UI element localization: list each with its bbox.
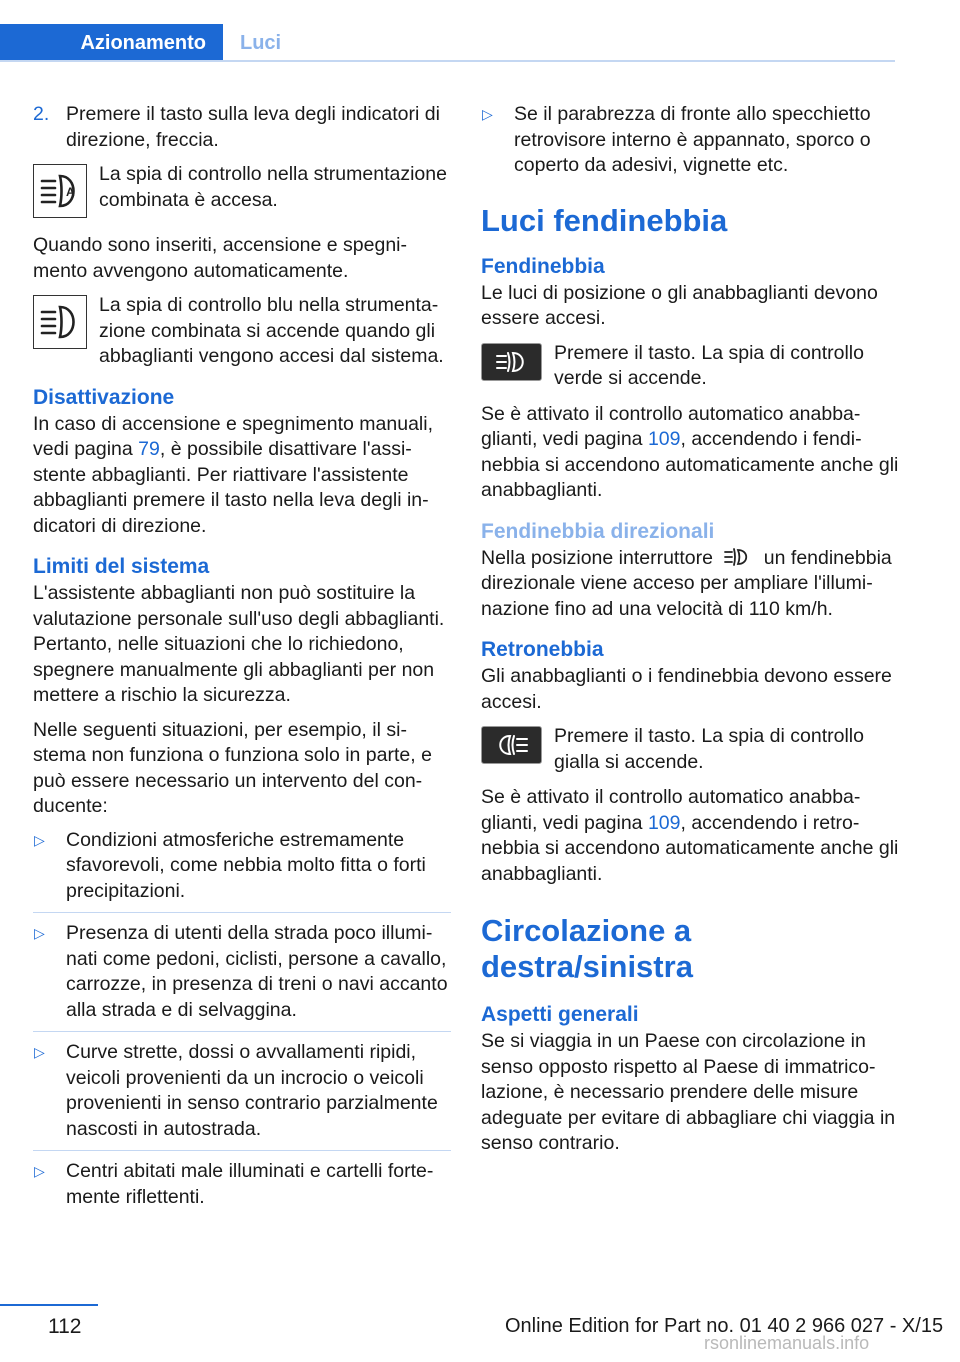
- left-column: [33, 102, 451, 1218]
- aspetti-paragraph: Se si viaggia in un Paese con circolazione in senso opposto rispetto al Paese di immatricolazione, è necessario prendere delle misure adeguate per evitare di abbagliare chi viaggia in senso contrario.: [481, 1030, 896, 1154]
- step-text: Premere il tasto sulla leva degli indicatori di direzione, freccia.: [66, 103, 440, 151]
- page-link-79[interactable]: 79: [138, 438, 160, 460]
- fendinebbia-auto-paragraph: Se è attivato il controllo automatico anabbaglianti, vedi pagina 109, accendendo i fendinebbia si accendono automaticamente anche gli anabbaglianti.: [481, 402, 899, 501]
- step-number: 2.: [33, 103, 50, 125]
- page-number: 112: [48, 1315, 82, 1338]
- high-beam-assist-icon: [33, 164, 87, 218]
- triangle-bullet-icon: ▷: [34, 831, 45, 848]
- step-2: [33, 102, 451, 153]
- direzionali-paragraph: Nella posizione interruttore un fendinebbia direzionale viene acceso per ampliare l'illuminazione fino ad una velocità di 110 km/h.: [481, 546, 892, 620]
- retronebbia-auto-paragraph: Se è attivato il controllo automatico anabbaglianti, vedi pagina 109, accendendo i retronebbia si accendono automaticamente anche gli anabbaglianti.: [481, 786, 899, 885]
- triangle-bullet-icon: ▷: [34, 1163, 45, 1179]
- cornering-fog-icon: [718, 547, 758, 567]
- page-link-109[interactable]: 109: [647, 811, 681, 834]
- svg-text:A: A: [66, 185, 75, 199]
- edition-line: Online Edition for Part no. 01 40 2 966 027 - X/15: [505, 1315, 944, 1337]
- page-header: [0, 0, 895, 62]
- indicator-note-text: La spia di controllo nella strumentazione combinata è accesa.: [99, 163, 447, 211]
- header-divider: [0, 60, 895, 62]
- rear-fog-note-text: Premere il tasto. La spia di controllo gialla si accende.: [554, 725, 864, 773]
- high-beam-assist-indicator-note: [33, 162, 451, 224]
- heading-fendinebbia: Fendinebbia: [481, 254, 605, 278]
- watermark: rsonlinemanuals.info: [704, 1333, 870, 1353]
- section-tab-luci[interactable]: Luci: [240, 31, 282, 54]
- blue-indicator-text: La spia di controllo blu nella strumentazione combinata si accende quando gli abbaglianti vengono accesi dal sistema.: [99, 294, 444, 367]
- page-link-109[interactable]: 109: [647, 428, 681, 450]
- limiti-paragraph-1: L'assistente abbaglianti non può sostituire la valutazione personale sull'uso degli abbaglianti. Pertanto, nelle situazioni che lo richiedono, spegnere manualmente gli abbaglianti per non mettere a rischio la sicurezza.: [33, 582, 445, 706]
- front-fog-light-button-icon: [481, 343, 542, 381]
- auto-switch-paragraph: Quando sono inseriti, accensione e spegnimento avvengono automaticamente.: [33, 234, 407, 282]
- retronebbia-paragraph: Gli anabbaglianti o i fendinebbia devono essere accesi.: [481, 665, 892, 713]
- disattivazione-paragraph: In caso di accensione e spegnimento manuali, vedi pagina 79, è possibile disattivare l'assistente abbaglianti. Per riattivare l'assistente abbaglianti premere il tasto nella leva degli indicatori di direzione.: [33, 412, 433, 537]
- heading-circolazione: Circolazione a destra/sinistra: [481, 913, 693, 984]
- heading-disattivazione: Disattivazione: [33, 385, 175, 409]
- front-fog-note-text: Premere il tasto. La spia di controllo verde si accende.: [554, 341, 864, 389]
- list-item: ▷ Centri abitati male illuminati e cartelli fortemente riflettenti.: [34, 1160, 434, 1208]
- section-tab-azionamento[interactable]: Azionamento: [0, 24, 223, 62]
- limiti-paragraph-2: Nelle seguenti situazioni, per esempio, il sistema non funziona o funziona solo in parte, e può essere necessario un intervento del conducente:: [33, 718, 432, 817]
- rear-fog-light-button-icon: [481, 726, 542, 764]
- list-item: ▷ Curve strette, dossi o avvallamenti ripidi, veicoli provenienti da un incrocio o veicoli provenienti in senso contrario parzialmente nascosti in autostrada.: [34, 1041, 438, 1140]
- heading-fendinebbia-direzionali: Fendinebbia direzionali: [481, 519, 715, 543]
- heading-limiti: Limiti del sistema: [33, 555, 210, 578]
- high-beam-icon: [33, 295, 87, 349]
- list-item: ▷ Se il parabrezza di fronte allo specchietto retrovisore interno è appannato, sporco o coperto da adesivi, vignette etc.: [482, 103, 871, 176]
- triangle-bullet-icon: ▷: [482, 106, 493, 122]
- list-item: ▷ Condizioni atmosferiche estremamente sfavorevoli, come nebbia molto fitta o forti precipitazioni.: [34, 828, 426, 902]
- triangle-bullet-icon: ▷: [34, 925, 45, 941]
- front-fog-button-note: [481, 341, 899, 393]
- heading-retronebbia: Retronebbia: [481, 638, 604, 661]
- list-item: ▷ Presenza di utenti della strada poco illuminati come pedoni, ciclisti, persone a cavallo, carrozze, in presenza di treni o navi accanto alla strada e di selvaggina.: [34, 922, 448, 1021]
- footer-divider: [0, 1304, 98, 1306]
- triangle-bullet-icon: ▷: [34, 1044, 45, 1060]
- right-column: [481, 102, 899, 1166]
- heading-luci-fendinebbia: Luci fendinebbia: [481, 202, 728, 238]
- fendinebbia-paragraph: Le luci di posizione o gli anabbaglianti devono essere accesi.: [481, 281, 878, 329]
- high-beam-indicator-note: [33, 293, 451, 370]
- heading-aspetti-generali: Aspetti generali: [481, 1003, 639, 1026]
- rear-fog-button-note: [481, 724, 899, 776]
